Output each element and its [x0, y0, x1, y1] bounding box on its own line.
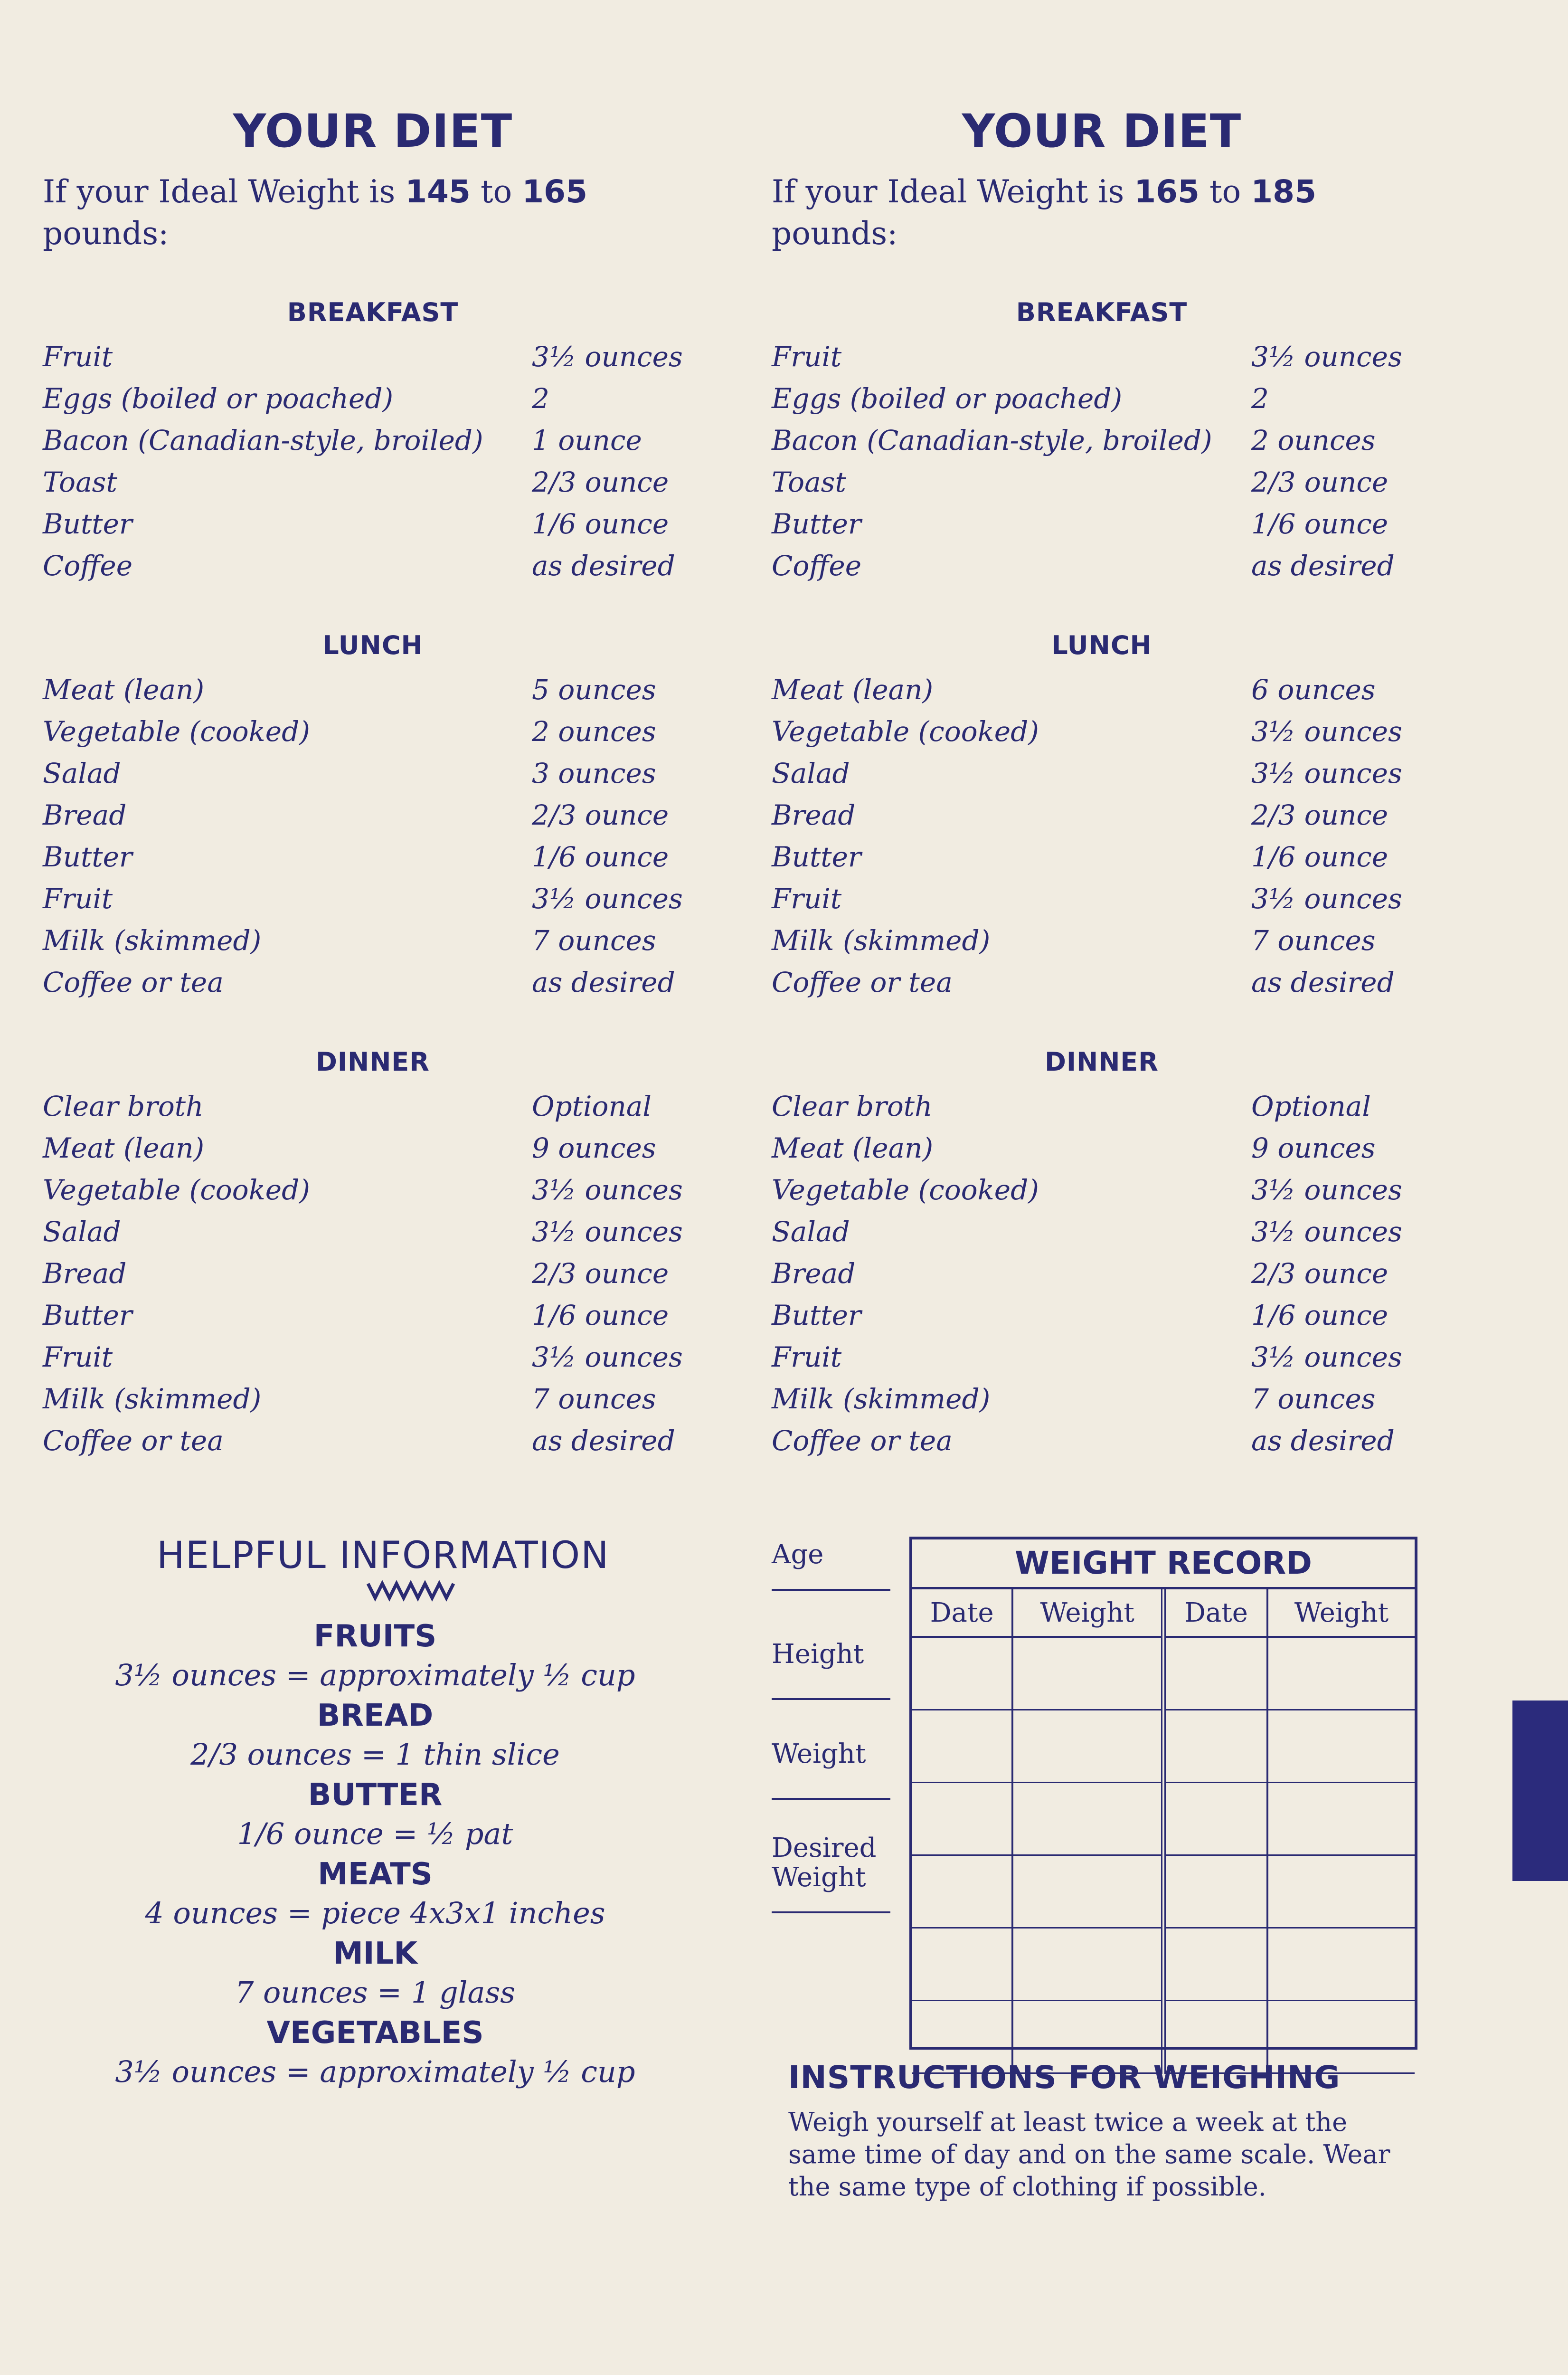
food-quantity: as desired — [1251, 550, 1395, 582]
food-row — [772, 1294, 1432, 1336]
food-quantity: Optional — [532, 1090, 652, 1122]
food-row — [43, 378, 703, 419]
food-quantity: 2/3 ounce — [532, 799, 669, 831]
weight-high: 165 — [522, 173, 587, 210]
food-row — [43, 1085, 703, 1127]
info-heading: VEGETABLES — [266, 2015, 484, 2051]
meal-heading: DINNER — [1045, 1047, 1159, 1077]
food-row — [43, 794, 703, 836]
meal-heading: LUNCH — [322, 630, 423, 660]
meal-heading: BREAKFAST — [1016, 297, 1188, 327]
subtitle-to: to — [480, 173, 512, 210]
weight-low: 145 — [405, 173, 471, 210]
weight-column-header: Weight — [1267, 1589, 1415, 1637]
food-name: Clear broth — [772, 1090, 933, 1122]
diet-column-165-185 — [772, 104, 1432, 1505]
food-quantity: 2/3 ounce — [1251, 1257, 1389, 1290]
food-quantity: Optional — [1251, 1090, 1371, 1122]
food-row — [772, 378, 1432, 419]
food-quantity: as desired — [532, 966, 675, 998]
food-row — [772, 1253, 1432, 1294]
weight-cell[interactable] — [1267, 1783, 1415, 1855]
weight-record-row — [912, 1928, 1415, 2001]
food-quantity: 2 ounces — [532, 715, 656, 748]
food-name: Bread — [43, 1257, 127, 1290]
subtitle-to: to — [1209, 173, 1241, 210]
food-quantity: as desired — [532, 1425, 675, 1457]
food-quantity: 2/3 ounce — [532, 1257, 669, 1290]
food-name: Meat (lean) — [772, 1132, 934, 1164]
food-name: Milk (skimmed) — [43, 924, 262, 957]
info-text: 4 ounces = piece 4x3x1 inches — [145, 1896, 605, 1930]
food-name: Butter — [772, 508, 861, 540]
food-name: Salad — [43, 757, 121, 789]
desired-weight-field[interactable] — [772, 1834, 881, 1913]
date-cell[interactable] — [912, 1855, 1012, 1928]
food-name: Milk (skimmed) — [772, 1383, 991, 1415]
food-row — [772, 836, 1432, 878]
weight-record-table — [912, 1589, 1415, 2074]
food-name: Fruit — [43, 341, 113, 373]
food-row — [772, 961, 1432, 1003]
helpful-information — [43, 1534, 708, 2093]
weight-cell[interactable] — [1267, 1855, 1415, 1928]
food-row — [43, 1211, 703, 1253]
weight-record-row — [912, 1710, 1415, 1783]
food-row — [772, 419, 1432, 461]
food-row — [772, 1169, 1432, 1211]
food-quantity: 9 ounces — [532, 1132, 656, 1164]
date-cell[interactable] — [912, 1710, 1012, 1783]
info-text: 7 ounces = 1 glass — [235, 1975, 516, 2010]
food-row — [43, 669, 703, 711]
food-name: Butter — [772, 1299, 861, 1331]
food-name: Toast — [43, 466, 117, 498]
food-name: Coffee or tea — [43, 966, 224, 998]
food-quantity: as desired — [1251, 966, 1395, 998]
food-quantity: 3½ ounces — [532, 1174, 683, 1206]
food-quantity: 2 ounces — [1251, 424, 1376, 456]
food-name: Eggs (boiled or poached) — [772, 382, 1123, 415]
food-name: Coffee or tea — [772, 1425, 953, 1457]
info-text: 2/3 ounces = 1 thin slice — [190, 1737, 560, 1772]
food-name: Vegetable (cooked) — [43, 1174, 310, 1206]
food-row — [43, 961, 703, 1003]
diet-title: YOUR DIET — [233, 104, 513, 158]
food-quantity: 2/3 ounce — [532, 466, 669, 498]
subtitle-prefix: If your Ideal Weight is — [43, 173, 396, 210]
food-quantity: 3½ ounces — [1251, 1174, 1402, 1206]
food-quantity: 1/6 ounce — [1251, 841, 1389, 873]
food-name: Milk (skimmed) — [43, 1383, 262, 1415]
age-label: Age — [772, 1539, 824, 1570]
food-quantity: 2 — [532, 382, 549, 415]
meal-section-breakfast — [772, 297, 1432, 587]
food-row — [772, 669, 1432, 711]
height-field[interactable] — [772, 1639, 895, 1738]
food-row — [772, 794, 1432, 836]
food-row — [772, 545, 1432, 587]
food-quantity: as desired — [1251, 1425, 1395, 1457]
weight-record-row — [912, 1855, 1415, 1928]
info-text: 3½ ounces = approximately ½ cup — [115, 2054, 635, 2089]
weight-cell[interactable] — [1267, 1928, 1415, 2001]
date-cell[interactable] — [912, 1637, 1012, 1710]
food-name: Clear broth — [43, 1090, 204, 1122]
weight-record-row — [912, 1637, 1415, 1710]
date-cell[interactable] — [1163, 1637, 1267, 1710]
height-label: Height — [772, 1639, 864, 1670]
diet-subtitle — [772, 171, 1432, 255]
food-row — [43, 336, 703, 378]
food-name: Bacon (Canadian-style, broiled) — [43, 424, 483, 456]
food-name: Vegetable (cooked) — [772, 715, 1039, 748]
meal-section-dinner — [772, 1047, 1432, 1462]
weight-cell[interactable] — [1267, 1710, 1415, 1783]
food-quantity: as desired — [532, 550, 675, 582]
food-quantity: 7 ounces — [1251, 1383, 1376, 1415]
food-quantity: 3½ ounces — [532, 341, 683, 373]
weight-cell[interactable] — [1012, 1855, 1163, 1928]
food-name: Fruit — [43, 883, 113, 915]
food-row — [43, 920, 703, 961]
food-row — [43, 503, 703, 545]
food-quantity: 3 ounces — [532, 757, 656, 789]
meal-list — [772, 297, 1432, 1462]
food-row — [43, 461, 703, 503]
weight-column-header: Weight — [1012, 1589, 1163, 1637]
meal-section-dinner — [43, 1047, 703, 1462]
food-name: Coffee or tea — [43, 1425, 224, 1457]
food-quantity: 2/3 ounce — [1251, 466, 1389, 498]
food-quantity: 1/6 ounce — [532, 508, 669, 540]
food-name: Fruit — [43, 1341, 113, 1373]
food-row — [43, 1294, 703, 1336]
food-row — [772, 711, 1432, 752]
weight-record — [909, 1537, 1417, 2050]
food-quantity: 7 ounces — [532, 1383, 656, 1415]
weight-cell[interactable] — [1012, 1710, 1163, 1783]
meal-section-lunch — [772, 630, 1432, 1003]
food-row — [43, 1253, 703, 1294]
food-row — [43, 545, 703, 587]
food-quantity: 6 ounces — [1251, 674, 1376, 706]
food-name: Coffee — [772, 550, 862, 582]
diet-column-145-165 — [43, 104, 703, 1505]
food-name: Bread — [772, 1257, 856, 1290]
meal-section-lunch — [43, 630, 703, 1003]
food-row — [43, 1336, 703, 1378]
age-line — [772, 1589, 890, 1591]
food-name: Eggs (boiled or poached) — [43, 382, 394, 415]
food-quantity: 7 ounces — [532, 924, 656, 957]
food-quantity: 3½ ounces — [532, 1341, 683, 1373]
food-name: Milk (skimmed) — [772, 924, 991, 957]
food-row — [43, 752, 703, 794]
weight-record-row — [912, 1783, 1415, 1855]
food-row — [43, 836, 703, 878]
meal-section-breakfast — [43, 297, 703, 587]
food-quantity: 3½ ounces — [1251, 757, 1402, 789]
food-name: Coffee — [43, 550, 133, 582]
weight-record-header — [912, 1589, 1415, 1637]
date-cell[interactable] — [912, 1783, 1012, 1855]
food-quantity: 7 ounces — [1251, 924, 1376, 957]
food-quantity: 1/6 ounce — [1251, 1299, 1389, 1331]
weight-cell[interactable] — [1267, 1637, 1415, 1710]
food-quantity: 3½ ounces — [1251, 1341, 1402, 1373]
meal-heading: BREAKFAST — [287, 297, 459, 327]
food-name: Vegetable (cooked) — [772, 1174, 1039, 1206]
food-quantity: 9 ounces — [1251, 1132, 1376, 1164]
date-cell[interactable] — [1163, 1783, 1267, 1855]
food-name: Fruit — [772, 883, 842, 915]
food-quantity: 3½ ounces — [1251, 883, 1402, 915]
food-row — [772, 752, 1432, 794]
weight-label: Weight — [772, 1738, 866, 1769]
food-quantity: 3½ ounces — [1251, 341, 1402, 373]
food-row — [772, 1420, 1432, 1462]
food-row — [772, 1127, 1432, 1169]
info-heading: BUTTER — [308, 1777, 443, 1813]
weight-field[interactable] — [772, 1738, 895, 1834]
food-name: Coffee or tea — [772, 966, 953, 998]
info-text: 1/6 ounce = ½ pat — [237, 1816, 513, 1851]
age-field[interactable] — [772, 1539, 895, 1639]
meal-list — [43, 297, 703, 1462]
food-row — [772, 1336, 1432, 1378]
food-quantity: 2 — [1251, 382, 1269, 415]
food-quantity: 1 ounce — [532, 424, 642, 456]
food-row — [772, 920, 1432, 961]
diet-title: YOUR DIET — [962, 104, 1242, 158]
food-quantity: 1/6 ounce — [532, 841, 669, 873]
food-name: Butter — [43, 1299, 132, 1331]
food-quantity: 1/6 ounce — [532, 1299, 669, 1331]
food-quantity: 1/6 ounce — [1251, 508, 1389, 540]
food-row — [43, 1127, 703, 1169]
date-cell[interactable] — [1163, 1928, 1267, 2001]
food-name: Butter — [43, 841, 132, 873]
food-row — [772, 878, 1432, 920]
weight-high: 185 — [1251, 173, 1316, 210]
food-row — [772, 1085, 1432, 1127]
weight-record-body — [912, 1637, 1415, 2073]
food-quantity: 5 ounces — [532, 674, 656, 706]
instructions-for-weighing — [788, 2059, 1415, 2203]
personal-fields — [772, 1539, 895, 1913]
food-name: Fruit — [772, 341, 842, 373]
food-name: Vegetable (cooked) — [43, 715, 310, 748]
food-row — [772, 461, 1432, 503]
food-name: Salad — [43, 1216, 121, 1248]
weight-line — [772, 1798, 890, 1800]
diet-subtitle — [43, 171, 703, 255]
food-name: Butter — [772, 841, 861, 873]
food-row — [772, 336, 1432, 378]
subtitle-suffix: pounds: — [772, 215, 898, 252]
weight-cell[interactable] — [1012, 1928, 1163, 2001]
food-name: Fruit — [772, 1341, 842, 1373]
helpful-title: HELPFUL INFORMATION — [157, 1534, 610, 1577]
food-name: Butter — [43, 508, 132, 540]
weight-low: 165 — [1134, 173, 1200, 210]
food-row — [43, 1169, 703, 1211]
food-row — [43, 1378, 703, 1420]
instructions-text: Weigh yourself at least twice a week at the same time of day and on the same scale. Wear the same type of clothing if possible. — [788, 2107, 1390, 2202]
subtitle-prefix: If your Ideal Weight is — [772, 173, 1124, 210]
info-heading: MEATS — [318, 1857, 433, 1892]
date-cell[interactable] — [912, 1928, 1012, 2001]
food-quantity: 3½ ounces — [1251, 1216, 1402, 1248]
food-name: Bread — [43, 799, 127, 831]
weight-record-title: WEIGHT RECORD — [912, 1539, 1415, 1589]
info-list — [43, 1619, 708, 2089]
food-name: Meat (lean) — [43, 1132, 205, 1164]
food-name: Salad — [772, 1216, 850, 1248]
date-cell[interactable] — [1163, 1855, 1267, 1928]
food-row — [772, 1211, 1432, 1253]
info-text: 3½ ounces = approximately ½ cup — [115, 1658, 635, 1692]
food-name: Meat (lean) — [772, 674, 934, 706]
desired-weight-label: Desired Weight — [772, 1833, 877, 1893]
food-quantity: 3½ ounces — [532, 883, 683, 915]
food-row — [43, 419, 703, 461]
info-heading: MILK — [333, 1936, 417, 1971]
food-quantity: 3½ ounces — [532, 1216, 683, 1248]
food-row — [772, 503, 1432, 545]
page-edge-tab — [1512, 1700, 1568, 1881]
subtitle-suffix: pounds: — [43, 215, 169, 252]
date-cell[interactable] — [1163, 1710, 1267, 1783]
squiggle-ornament — [366, 1579, 708, 1605]
desired-weight-line — [772, 1911, 890, 1913]
date-column-header: Date — [1163, 1589, 1267, 1637]
weight-cell[interactable] — [1012, 1783, 1163, 1855]
food-row — [772, 1378, 1432, 1420]
food-name: Bread — [772, 799, 856, 831]
food-row — [43, 711, 703, 752]
height-line — [772, 1698, 890, 1700]
meal-heading: DINNER — [316, 1047, 430, 1077]
instructions-title: INSTRUCTIONS FOR WEIGHING — [788, 2059, 1341, 2096]
info-heading: BREAD — [317, 1698, 434, 1733]
food-quantity: 2/3 ounce — [1251, 799, 1389, 831]
meal-heading: LUNCH — [1051, 630, 1152, 660]
food-name: Meat (lean) — [43, 674, 205, 706]
food-name: Salad — [772, 757, 850, 789]
food-row — [43, 878, 703, 920]
info-heading: FRUITS — [313, 1619, 437, 1654]
date-column-header: Date — [912, 1589, 1012, 1637]
weight-cell[interactable] — [1012, 1637, 1163, 1710]
food-quantity: 3½ ounces — [1251, 715, 1402, 748]
food-name: Bacon (Canadian-style, broiled) — [772, 424, 1212, 456]
food-row — [43, 1420, 703, 1462]
food-name: Toast — [772, 466, 846, 498]
